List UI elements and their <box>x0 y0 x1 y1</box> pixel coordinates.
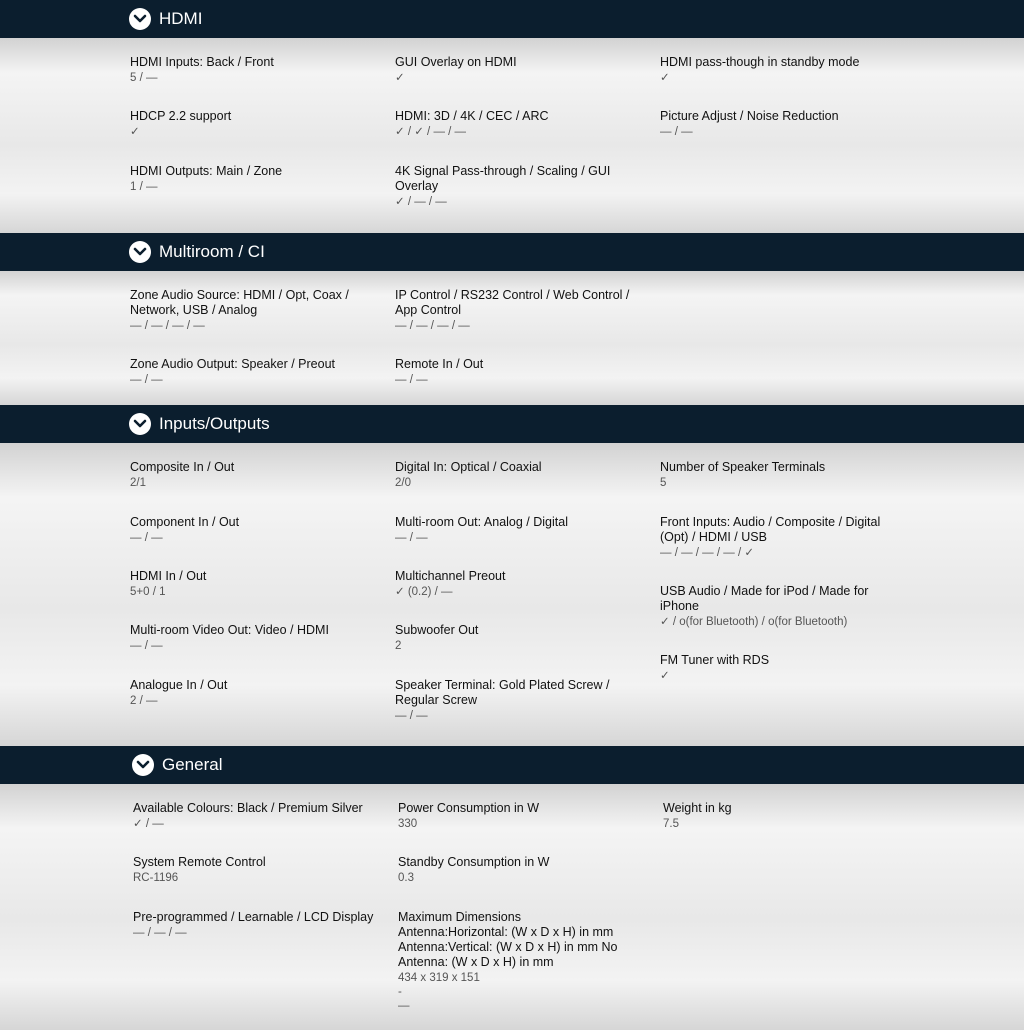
spec-item <box>133 801 378 831</box>
spec-value: 2/0 <box>395 477 411 489</box>
spec-value: 2/1 <box>130 477 146 489</box>
spec-item <box>395 357 640 387</box>
spec-label: Digital In: Optical / Coaxial <box>395 460 542 474</box>
spec-label: Available Colours: Black / Premium Silver <box>133 801 363 815</box>
spec-value: — / — <box>130 374 163 386</box>
section-title: General <box>162 755 223 774</box>
spec-label: Speaker Terminal: Gold Plated Screw / Regular Screw <box>395 678 610 707</box>
spec-label: Number of Speaker Terminals <box>660 460 826 474</box>
spec-item <box>663 801 908 831</box>
spec-value: — / — / — / — <box>395 320 470 332</box>
section-body-multiroom <box>0 271 1024 405</box>
spec-label: HDMI: 3D / 4K / CEC / ARC <box>395 109 549 123</box>
spec-item <box>395 288 640 333</box>
chevron-down-icon[interactable] <box>129 8 151 30</box>
spec-value: — / — <box>130 532 163 544</box>
spec-value: ✓ <box>660 72 670 84</box>
spec-item <box>130 515 375 545</box>
spec-value: — / — <box>660 126 693 138</box>
spec-item <box>398 855 643 885</box>
chevron-down-icon[interactable] <box>129 241 151 263</box>
spec-value: 2 / — <box>130 695 158 707</box>
spec-value: — / — <box>395 532 428 544</box>
spec-item <box>660 653 905 683</box>
spec-value <box>398 971 633 1013</box>
section-header-general[interactable] <box>0 746 1024 784</box>
spec-label: Multi-room Video Out: Video / HDMI <box>130 623 329 637</box>
spec-item <box>395 109 640 139</box>
spec-label: Zone Audio Output: Speaker / Preout <box>130 357 335 371</box>
spec-item <box>130 288 375 333</box>
spec-label: Picture Adjust / Noise Reduction <box>660 109 839 123</box>
spec-label: HDCP 2.2 support <box>130 109 232 123</box>
spec-value: 7.5 <box>663 818 679 830</box>
spec-item <box>395 460 640 490</box>
section-body-hdmi <box>0 38 1024 233</box>
spec-item <box>130 569 375 599</box>
spec-label: Standby Consumption in W <box>398 855 550 869</box>
spec-value: 5 <box>660 477 667 489</box>
spec-item <box>395 623 640 653</box>
spec-item <box>130 55 375 85</box>
chevron-down-icon[interactable] <box>132 754 154 776</box>
spec-item <box>130 460 375 490</box>
spec-value: ✓ / ✓ / — / — <box>395 126 467 138</box>
spec-item <box>130 109 375 139</box>
spec-item <box>660 109 905 139</box>
section-general <box>0 746 1024 1030</box>
spec-item <box>660 584 905 629</box>
spec-item <box>130 164 375 194</box>
spec-value: — / — <box>395 710 428 722</box>
spec-label: HDMI pass-though in standby mode <box>660 55 860 69</box>
spec-value-line: - <box>398 986 402 998</box>
spec-value: 1 / — <box>130 181 158 193</box>
spec-value: ✓ / — / — <box>395 196 447 208</box>
spec-label: Component In / Out <box>130 515 240 529</box>
spec-label: Zone Audio Source: HDMI / Opt, Coax / Network, USB / Analog <box>130 288 349 317</box>
spec-label: HDMI In / Out <box>130 569 207 583</box>
spec-item <box>395 515 640 545</box>
spec-item <box>130 678 375 708</box>
spec-item <box>660 55 905 85</box>
spec-value: ✓ (0.2) / — <box>395 586 453 598</box>
spec-label: Analogue In / Out <box>130 678 228 692</box>
section-multiroom <box>0 233 1024 405</box>
spec-value: ✓ <box>130 126 140 138</box>
spec-label: Power Consumption in W <box>398 801 540 815</box>
spec-item <box>395 569 640 599</box>
spec-label: System Remote Control <box>133 855 266 869</box>
spec-item <box>395 55 640 85</box>
spec-label: Pre-programmed / Learnable / LCD Display <box>133 910 374 924</box>
section-title: Multiroom / CI <box>159 242 265 261</box>
section-title: HDMI <box>159 9 203 28</box>
spec-item <box>395 164 640 209</box>
spec-item <box>133 910 378 940</box>
spec-label: Composite In / Out <box>130 460 235 474</box>
section-header-hdmi[interactable] <box>0 0 1024 38</box>
section-hdmi <box>0 0 1024 233</box>
spec-label: Multichannel Preout <box>395 569 506 583</box>
spec-label: HDMI Outputs: Main / Zone <box>130 164 283 178</box>
spec-item <box>130 357 375 387</box>
spec-value: 5 / — <box>130 72 158 84</box>
spec-label: 4K Signal Pass-through / Scaling / GUI Overlay <box>395 164 611 193</box>
spec-label: Maximum Dimensions Antenna:Horizontal: (W x D x H) in mm Antenna:Vertical: (W x D x H) in mm No Antenna: (W x D x H) in mm <box>398 910 618 969</box>
spec-label: Subwoofer Out <box>395 623 479 637</box>
spec-label: Front Inputs: Audio / Composite / Digital (Opt) / HDMI / USB <box>660 515 881 544</box>
spec-label: FM Tuner with RDS <box>660 653 770 667</box>
spec-item <box>660 515 905 560</box>
spec-item <box>398 910 633 1013</box>
spec-label: Remote In / Out <box>395 357 484 371</box>
spec-value: ✓ <box>660 670 670 682</box>
section-body-inputs-outputs <box>0 443 1024 746</box>
spec-value: — / — / — / — / ✓ <box>660 547 754 559</box>
spec-item <box>398 801 643 831</box>
spec-value: 330 <box>398 818 418 830</box>
spec-label: GUI Overlay on HDMI <box>395 55 517 69</box>
spec-item <box>130 623 375 653</box>
spec-value: — / — / — <box>133 927 187 939</box>
spec-value: ✓ / o(for Bluetooth) / o(for Bluetooth) <box>660 616 848 628</box>
spec-item <box>395 678 640 723</box>
spec-value: ✓ / — <box>133 818 164 830</box>
section-title: Inputs/Outputs <box>159 414 270 433</box>
spec-value: 2 <box>395 640 402 652</box>
spec-label: USB Audio / Made for iPod / Made for iPhone <box>660 584 869 613</box>
section-header-multiroom[interactable] <box>0 233 1024 271</box>
chevron-down-icon[interactable] <box>129 413 151 435</box>
spec-value-line: — <box>398 1000 410 1012</box>
spec-value: — / — / — / — <box>130 320 205 332</box>
spec-item <box>660 460 905 490</box>
spec-value: — / — <box>395 374 428 386</box>
section-inputs-outputs <box>0 405 1024 746</box>
section-header-inputs-outputs[interactable] <box>0 405 1024 443</box>
section-body-general <box>0 784 1024 1030</box>
spec-value: RC-1196 <box>133 872 179 884</box>
spec-value-line: 434 x 319 x 151 <box>398 972 480 984</box>
spec-value: 5+0 / 1 <box>130 586 166 598</box>
spec-label: Multi-room Out: Analog / Digital <box>395 515 568 529</box>
spec-label: HDMI Inputs: Back / Front <box>130 55 274 69</box>
spec-value: — / — <box>130 640 163 652</box>
spec-value: 0.3 <box>398 872 414 884</box>
spec-item <box>133 855 378 885</box>
spec-label: Weight in kg <box>663 801 732 815</box>
spec-label: IP Control / RS232 Control / Web Control / App Control <box>395 288 630 317</box>
spec-value: ✓ <box>395 72 405 84</box>
